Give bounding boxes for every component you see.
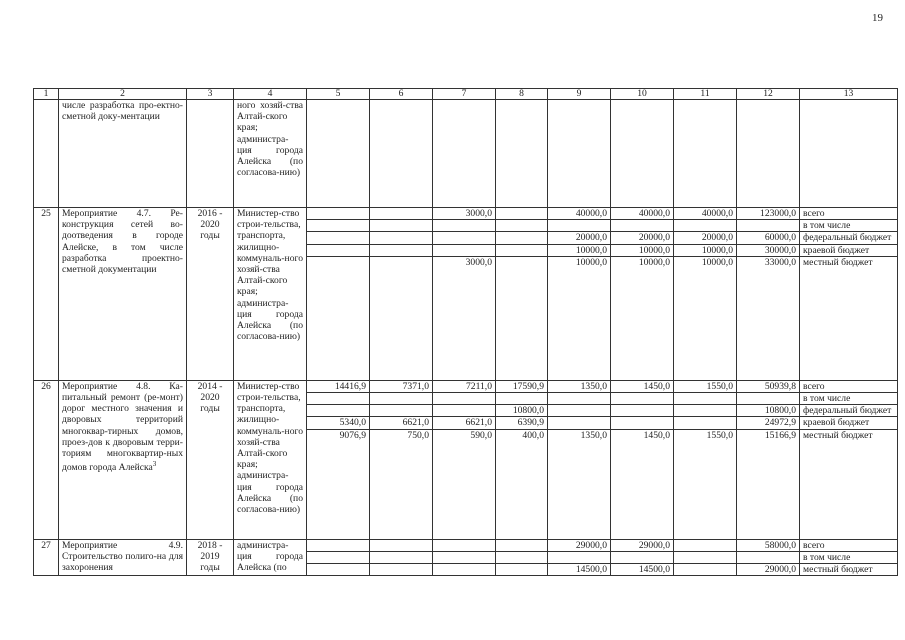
value-cell: 10000,0 [548, 256, 611, 380]
value-cell: 590,0 [433, 429, 496, 539]
value-cell [307, 564, 370, 576]
source-cell: местный бюджет [800, 564, 898, 576]
continuation-row [34, 100, 898, 208]
value-cell [370, 393, 433, 405]
value-cell: 20000,0 [611, 232, 674, 244]
row-number-cell [34, 100, 59, 208]
value-cell: 1350,0 [548, 429, 611, 539]
period-cell [187, 100, 234, 208]
executor-cell: ного хозяй-ства Алтай-ского края; администра-ция города Алейска (по согласова-нию) [234, 100, 307, 208]
value-cell: 15166,9 [737, 429, 800, 539]
value-cell [370, 551, 433, 563]
value-cell [307, 220, 370, 232]
value-cell: 9076,9 [307, 429, 370, 539]
source-cell: краевой бюджет [800, 417, 898, 429]
value-cell: 1550,0 [674, 380, 737, 392]
value-cell [433, 393, 496, 405]
value-cell [433, 551, 496, 563]
row-number-cell: 25 [34, 208, 59, 381]
activity-26-row-total [34, 380, 898, 392]
program-activities-table [33, 88, 898, 576]
executor-cell: Министер-ство строи-тельства, транспорта, жилищно-коммуналь-ного хозяй-ства Алтай-ского края; администра-ция города Алейска (по согласова-нию) [234, 208, 307, 381]
value-cell [433, 244, 496, 256]
value-cell: 30000,0 [737, 244, 800, 256]
value-cell: 10000,0 [674, 256, 737, 380]
value-cell: 10000,0 [674, 244, 737, 256]
activity-name-cell: числе разработка про-ектно-сметной доку-ментации [59, 100, 187, 208]
source-cell: федеральный бюджет [800, 405, 898, 417]
value-cell: 14500,0 [611, 564, 674, 576]
value-cell: 40000,0 [611, 208, 674, 220]
value-cell: 33000,0 [737, 256, 800, 380]
value-cell [307, 256, 370, 380]
value-cell [611, 551, 674, 563]
value-cell [370, 564, 433, 576]
value-cell [307, 393, 370, 405]
value-cell [370, 232, 433, 244]
value-cell [370, 539, 433, 551]
page-number: 19 [872, 12, 883, 24]
value-cell: 1450,0 [611, 429, 674, 539]
source-cell: в том числе [800, 551, 898, 563]
value-cell: 7211,0 [433, 380, 496, 392]
column-header: 8 [496, 89, 548, 100]
value-cell: 3000,0 [433, 208, 496, 220]
value-cell [433, 405, 496, 417]
column-header: 6 [370, 89, 433, 100]
column-header: 9 [548, 89, 611, 100]
value-cell [674, 100, 737, 208]
value-cell [674, 405, 737, 417]
column-header: 10 [611, 89, 674, 100]
value-cell [370, 244, 433, 256]
activity-name-cell: Мероприятие 4.9. Строительство полиго-на для захоронения [59, 539, 187, 576]
column-header: 2 [59, 89, 187, 100]
value-cell: 10000,0 [548, 244, 611, 256]
source-cell [800, 100, 898, 208]
source-cell: в том числе [800, 393, 898, 405]
executor-cell: Министер-ство строи-тельства, транспорта, жилищно-коммуналь-ного хозяй-ства Алтай-ского края; администра-ция города Алейска (по согласова-нию) [234, 380, 307, 539]
value-cell: 5340,0 [307, 417, 370, 429]
value-cell: 24972,9 [737, 417, 800, 429]
value-cell [496, 100, 548, 208]
value-cell [674, 564, 737, 576]
value-cell: 40000,0 [548, 208, 611, 220]
value-cell [496, 551, 548, 563]
value-cell [496, 564, 548, 576]
value-cell: 50939,8 [737, 380, 800, 392]
value-cell: 6390,9 [496, 417, 548, 429]
value-cell: 29000,0 [737, 564, 800, 576]
column-header: 7 [433, 89, 496, 100]
value-cell: 10000,0 [611, 256, 674, 380]
value-cell: 20000,0 [674, 232, 737, 244]
value-cell [370, 100, 433, 208]
value-cell [611, 405, 674, 417]
value-cell [674, 393, 737, 405]
value-cell: 1350,0 [548, 380, 611, 392]
activity-27-row-total [34, 539, 898, 551]
value-cell [737, 220, 800, 232]
value-cell [307, 539, 370, 551]
column-header: 13 [800, 89, 898, 100]
value-cell [548, 551, 611, 563]
column-header: 11 [674, 89, 737, 100]
value-cell [611, 220, 674, 232]
source-cell: краевой бюджет [800, 244, 898, 256]
value-cell: 20000,0 [548, 232, 611, 244]
value-cell: 29000,0 [611, 539, 674, 551]
value-cell [433, 564, 496, 576]
row-number-cell: 26 [34, 380, 59, 539]
value-cell [674, 539, 737, 551]
value-cell: 123000,0 [737, 208, 800, 220]
value-cell [548, 405, 611, 417]
value-cell: 14500,0 [548, 564, 611, 576]
value-cell [548, 393, 611, 405]
value-cell [307, 232, 370, 244]
activity-name-text: Мероприятие 4.8. Ка-питальный ремонт (ре-монт) дорог местного значения и дворовых территорий многоквар-тирных домов, проез-дов к дворовым терри-ториям многоквартир-ных домов города Алейска [62, 380, 183, 474]
value-cell [370, 220, 433, 232]
value-cell [370, 208, 433, 220]
value-cell: 17590,9 [496, 380, 548, 392]
value-cell [674, 417, 737, 429]
value-cell [307, 405, 370, 417]
source-cell: всего [800, 380, 898, 392]
value-cell [611, 100, 674, 208]
source-cell: в том числе [800, 220, 898, 232]
activity-25-row-total [34, 208, 898, 220]
value-cell: 6621,0 [370, 417, 433, 429]
value-cell: 6621,0 [433, 417, 496, 429]
value-cell [370, 256, 433, 380]
footnote-mark: 3 [152, 460, 157, 469]
value-cell: 1550,0 [674, 429, 737, 539]
value-cell [548, 100, 611, 208]
value-cell [674, 551, 737, 563]
column-header: 5 [307, 89, 370, 100]
value-cell [370, 405, 433, 417]
value-cell [496, 220, 548, 232]
value-cell [496, 244, 548, 256]
source-cell: всего [800, 208, 898, 220]
value-cell: 10000,0 [611, 244, 674, 256]
value-cell [611, 417, 674, 429]
column-header: 1 [34, 89, 59, 100]
value-cell: 29000,0 [548, 539, 611, 551]
value-cell: 7371,0 [370, 380, 433, 392]
activity-name-cell [59, 380, 187, 539]
value-cell: 1450,0 [611, 380, 674, 392]
value-cell: 40000,0 [674, 208, 737, 220]
period-cell: 2018 - 2019 годы [187, 539, 234, 576]
value-cell [611, 393, 674, 405]
period-cell: 2014 - 2020 годы [187, 380, 234, 539]
column-header: 3 [187, 89, 234, 100]
value-cell [496, 208, 548, 220]
value-cell: 60000,0 [737, 232, 800, 244]
value-cell [307, 208, 370, 220]
value-cell [433, 539, 496, 551]
value-cell [433, 220, 496, 232]
value-cell: 10800,0 [737, 405, 800, 417]
value-cell [496, 256, 548, 380]
value-cell [433, 232, 496, 244]
column-header: 12 [737, 89, 800, 100]
value-cell [737, 393, 800, 405]
value-cell [496, 232, 548, 244]
value-cell: 750,0 [370, 429, 433, 539]
executor-cell: администра-ция города Алейска (по [234, 539, 307, 576]
value-cell [307, 100, 370, 208]
period-cell: 2016 - 2020 годы [187, 208, 234, 381]
source-cell: федеральный бюджет [800, 232, 898, 244]
value-cell [496, 393, 548, 405]
source-cell: местный бюджет [800, 429, 898, 539]
value-cell [548, 417, 611, 429]
value-cell [433, 100, 496, 208]
value-cell: 14416,9 [307, 380, 370, 392]
value-cell: 3000,0 [433, 256, 496, 380]
activity-name-cell: Мероприятие 4.7. Ре-конструкция сетей во-доотведения в городе Алейске, в том числе разработка проектно-сметной документации [59, 208, 187, 381]
value-cell: 400,0 [496, 429, 548, 539]
value-cell [496, 539, 548, 551]
value-cell [737, 551, 800, 563]
source-cell: местный бюджет [800, 256, 898, 380]
header-row [34, 89, 898, 100]
value-cell [307, 551, 370, 563]
row-number-cell: 27 [34, 539, 59, 576]
value-cell [307, 244, 370, 256]
value-cell [674, 220, 737, 232]
value-cell [737, 100, 800, 208]
value-cell: 58000,0 [737, 539, 800, 551]
column-header: 4 [234, 89, 307, 100]
source-cell: всего [800, 539, 898, 551]
value-cell [548, 220, 611, 232]
value-cell: 10800,0 [496, 405, 548, 417]
